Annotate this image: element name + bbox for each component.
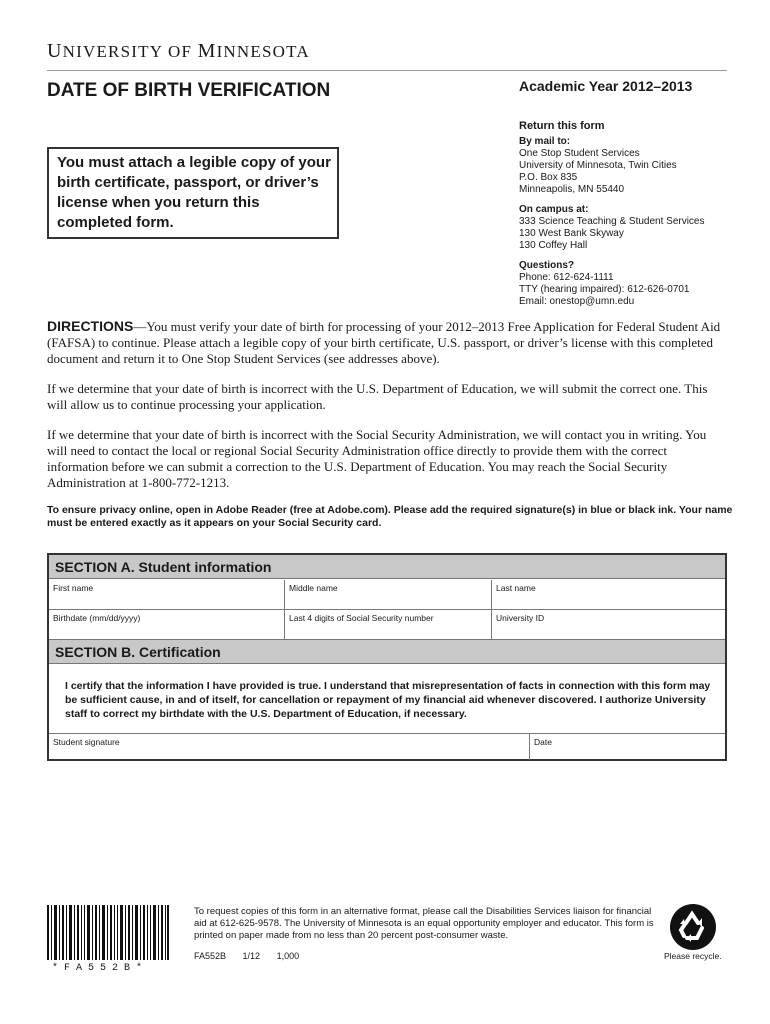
last-name-label: Last name — [496, 583, 536, 593]
birthdate-field[interactable] — [49, 610, 285, 639]
mail-line: P.O. Box 835 — [519, 172, 578, 183]
university-id-label: University ID — [496, 613, 545, 623]
recycle-text: Please recycle. — [664, 951, 722, 961]
print-quantity: 1,000 — [276, 951, 300, 961]
date-field[interactable] — [530, 734, 725, 760]
mail-line: One Stop Student Services — [519, 148, 640, 159]
campus-line: 130 Coffey Hall — [519, 240, 588, 251]
mail-line: University of Minnesota, Twin Cities — [519, 160, 677, 171]
directions-p3: If we determine that your date of birth is incorrect with the Social Security Administration, we will contact you in writing. You will need to contact the local or regional Social Security Administration office directly to provide them with the correct information before we can submit a correction to the U.S. Department of Education. You may reach the Social Security Administration at 1-800-772-1213. — [47, 427, 707, 490]
id-row — [49, 610, 725, 640]
birthdate-label: Birthdate (mm/dd/yyyy) — [53, 613, 141, 623]
mail-label: By mail to: — [519, 136, 571, 147]
signature-label: Student signature — [53, 737, 120, 747]
last-name-field[interactable] — [492, 580, 725, 609]
university-id-field[interactable] — [492, 610, 725, 639]
campus-line: 130 West Bank Skyway — [519, 228, 624, 239]
barcode-text: *FA552B* — [52, 963, 149, 974]
questions-line: TTY (hearing impaired): 612-626-0701 — [519, 284, 690, 295]
form-code-line — [194, 951, 313, 961]
attach-notice: You must attach a legible copy of your birth certificate, passport, or driver’s license when you return this completed form. — [47, 147, 339, 239]
questions-label: Questions? — [519, 260, 575, 271]
footer-text: To request copies of this form in an alternative format, please call the Disabilities Services liaison for financial aid at 612-625-9578. The University of Minnesota is an equal opportunity employer and educator. This form is printed on paper made from no less than 20 percent post-consumer waste. — [194, 906, 654, 941]
recycle-icon — [669, 903, 717, 951]
mail-line: Minneapolis, MN 55440 — [519, 184, 625, 195]
date-label: Date — [534, 737, 552, 747]
signature-row — [49, 733, 725, 760]
privacy-note: To ensure privacy online, open in Adobe Reader (free at Adobe.com). Please add the required signature(s) in blue or black ink. Your name must be entered exactly as it appears on your Social Security card. — [47, 504, 733, 529]
first-name-label: First name — [53, 583, 94, 593]
return-info — [519, 120, 739, 308]
campus-line: 333 Science Teaching & Student Services — [519, 216, 705, 227]
name-row — [49, 580, 725, 610]
directions-label: DIRECTIONS — [47, 318, 134, 334]
form-code: FA552B — [194, 951, 227, 961]
questions-line: Phone: 612-624-1111 — [519, 272, 614, 283]
date-code: 1/12 — [242, 951, 261, 961]
questions-line: Email: onestop@umn.edu — [519, 296, 635, 307]
certification-statement: I certify that the information I have provided is true. I understand that misrepresentation of facts in connection with this form may be sufficient cause, in and of itself, for cancellation or repayment of my financial aid whenever discovered. I authorize University staff to correct my birthdate with the U.S. Department of Education, if necessary. — [65, 680, 711, 720]
middle-name-field[interactable] — [285, 580, 492, 609]
university-name: UNIVERSITY OF MINNESOTA — [47, 40, 310, 62]
section-a-title: SECTION A. Student information — [49, 555, 725, 579]
section-b-title: SECTION B. Certification — [49, 640, 725, 664]
first-name-field[interactable] — [49, 580, 285, 609]
directions-p2: If we determine that your date of birth is incorrect with the U.S. Department of Education, we will submit the correct one. This will allow us to continue processing your application. — [47, 381, 708, 412]
signature-field[interactable] — [49, 734, 530, 760]
barcode — [47, 905, 169, 960]
directions — [47, 318, 727, 505]
ssn-label: Last 4 digits of Social Security number — [289, 613, 434, 623]
middle-name-label: Middle name — [289, 583, 338, 593]
directions-p1: —You must verify your date of birth for processing of your 2012–2013 Free Application for Federal Student Aid (FAFSA) to continue. Please attach a legible copy of your birth certificate, U.S. passport, or driver’s license with this completed document and return it to One Stop Student Services (see addresses above). — [47, 319, 721, 366]
return-heading: Return this form — [519, 120, 605, 132]
header-divider — [47, 70, 727, 71]
campus-label: On campus at: — [519, 204, 589, 215]
form-box — [47, 553, 727, 761]
page-title: DATE OF BIRTH VERIFICATION — [47, 80, 331, 101]
ssn-field[interactable] — [285, 610, 492, 639]
academic-year: Academic Year 2012–2013 — [519, 78, 693, 94]
